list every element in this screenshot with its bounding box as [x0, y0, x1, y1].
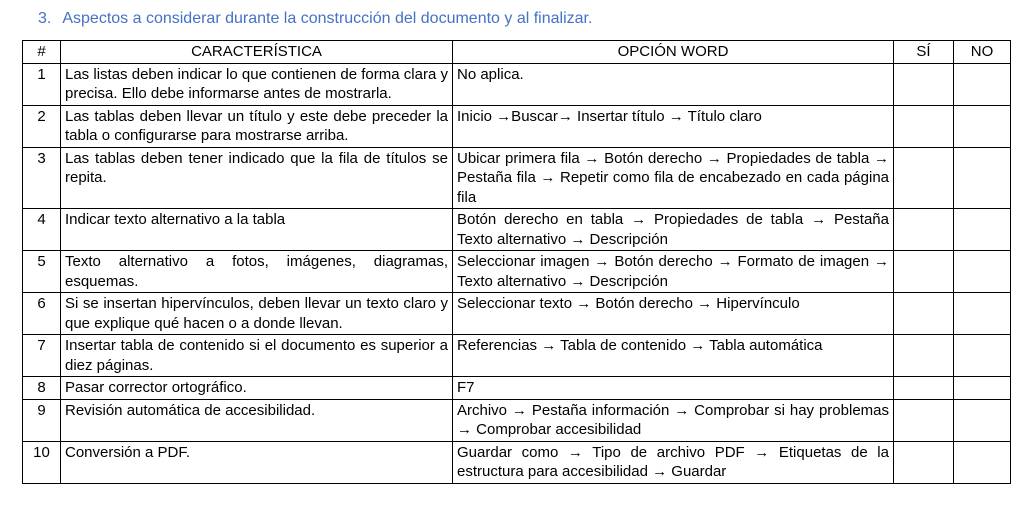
no-cell: [954, 441, 1011, 483]
accessibility-checklist-table: [22, 40, 1011, 484]
caracteristica-cell: Indicar texto alternativo a la tabla: [61, 209, 453, 251]
row-number-cell: 8: [23, 377, 61, 400]
si-cell: [894, 105, 954, 147]
table-row: [23, 335, 1011, 377]
column-header-si: SÍ: [894, 41, 954, 64]
table-row: [23, 399, 1011, 441]
table-row: [23, 105, 1011, 147]
table-row: [23, 63, 1011, 105]
column-header-caracteristica: CARACTERÍSTICA: [61, 41, 453, 64]
si-cell: [894, 209, 954, 251]
opcion-word-cell: Guardar como → Tipo de archivo PDF → Etiquetas de la estructura para accesibilidad → Guardar: [453, 441, 894, 483]
table-row: [23, 293, 1011, 335]
caracteristica-cell: Revisión automática de accesibilidad.: [61, 399, 453, 441]
table-row: [23, 441, 1011, 483]
row-number-cell: 9: [23, 399, 61, 441]
opcion-word-cell: Ubicar primera fila → Botón derecho → Propiedades de tabla → Pestaña fila → Repetir como fila de encabezado en cada página fila: [453, 147, 894, 209]
row-number-cell: 1: [23, 63, 61, 105]
si-cell: [894, 377, 954, 400]
no-cell: [954, 147, 1011, 209]
opcion-word-cell: Inicio →Buscar→ Insertar título → Título claro: [453, 105, 894, 147]
no-cell: [954, 377, 1011, 400]
caracteristica-cell: Insertar tabla de contenido si el documento es superior a diez páginas.: [61, 335, 453, 377]
row-number-cell: 6: [23, 293, 61, 335]
row-number-cell: 7: [23, 335, 61, 377]
caracteristica-cell: Las tablas deben llevar un título y este debe preceder la tabla o configurarse para mostrarse arriba.: [61, 105, 453, 147]
no-cell: [954, 251, 1011, 293]
no-cell: [954, 63, 1011, 105]
table-row: [23, 209, 1011, 251]
si-cell: [894, 441, 954, 483]
no-cell: [954, 335, 1011, 377]
si-cell: [894, 293, 954, 335]
opcion-word-cell: Seleccionar texto → Botón derecho → Hipervínculo: [453, 293, 894, 335]
row-number-cell: 10: [23, 441, 61, 483]
caracteristica-cell: Conversión a PDF.: [61, 441, 453, 483]
no-cell: [954, 209, 1011, 251]
no-cell: [954, 293, 1011, 335]
column-header-number: #: [23, 41, 61, 64]
section-title-text: Aspectos a considerar durante la construcción del documento y al finalizar.: [62, 10, 593, 27]
header-row: [23, 41, 1011, 64]
opcion-word-cell: No aplica.: [453, 63, 894, 105]
column-header-opcion-word: OPCIÓN WORD: [453, 41, 894, 64]
table-body: [23, 63, 1011, 483]
si-cell: [894, 335, 954, 377]
caracteristica-cell: Las tablas deben tener indicado que la fila de títulos se repita.: [61, 147, 453, 209]
si-cell: [894, 147, 954, 209]
no-cell: [954, 399, 1011, 441]
si-cell: [894, 251, 954, 293]
table-row: [23, 251, 1011, 293]
section-number: 3.: [38, 10, 52, 27]
table-row: [23, 377, 1011, 400]
si-cell: [894, 399, 954, 441]
opcion-word-cell: Botón derecho en tabla → Propiedades de tabla → Pestaña Texto alternativo → Descripción: [453, 209, 894, 251]
section-title: [38, 9, 1024, 29]
row-number-cell: 4: [23, 209, 61, 251]
no-cell: [954, 105, 1011, 147]
opcion-word-cell: Archivo → Pestaña información → Comprobar si hay problemas → Comprobar accesibilidad: [453, 399, 894, 441]
row-number-cell: 5: [23, 251, 61, 293]
si-cell: [894, 63, 954, 105]
caracteristica-cell: Las listas deben indicar lo que contienen de forma clara y precisa. Ello debe informarse antes de mostrarla.: [61, 63, 453, 105]
caracteristica-cell: Texto alternativo a fotos, imágenes, diagramas, esquemas.: [61, 251, 453, 293]
table-row: [23, 147, 1011, 209]
caracteristica-cell: Pasar corrector ortográfico.: [61, 377, 453, 400]
caracteristica-cell: Si se insertan hipervínculos, deben llevar un texto claro y que explique qué hacen o a donde llevan.: [61, 293, 453, 335]
row-number-cell: 3: [23, 147, 61, 209]
opcion-word-cell: Referencias → Tabla de contenido → Tabla automática: [453, 335, 894, 377]
opcion-word-cell: Seleccionar imagen → Botón derecho → Formato de imagen → Texto alternativo → Descripción: [453, 251, 894, 293]
row-number-cell: 2: [23, 105, 61, 147]
column-header-no: NO: [954, 41, 1011, 64]
opcion-word-cell: F7: [453, 377, 894, 400]
